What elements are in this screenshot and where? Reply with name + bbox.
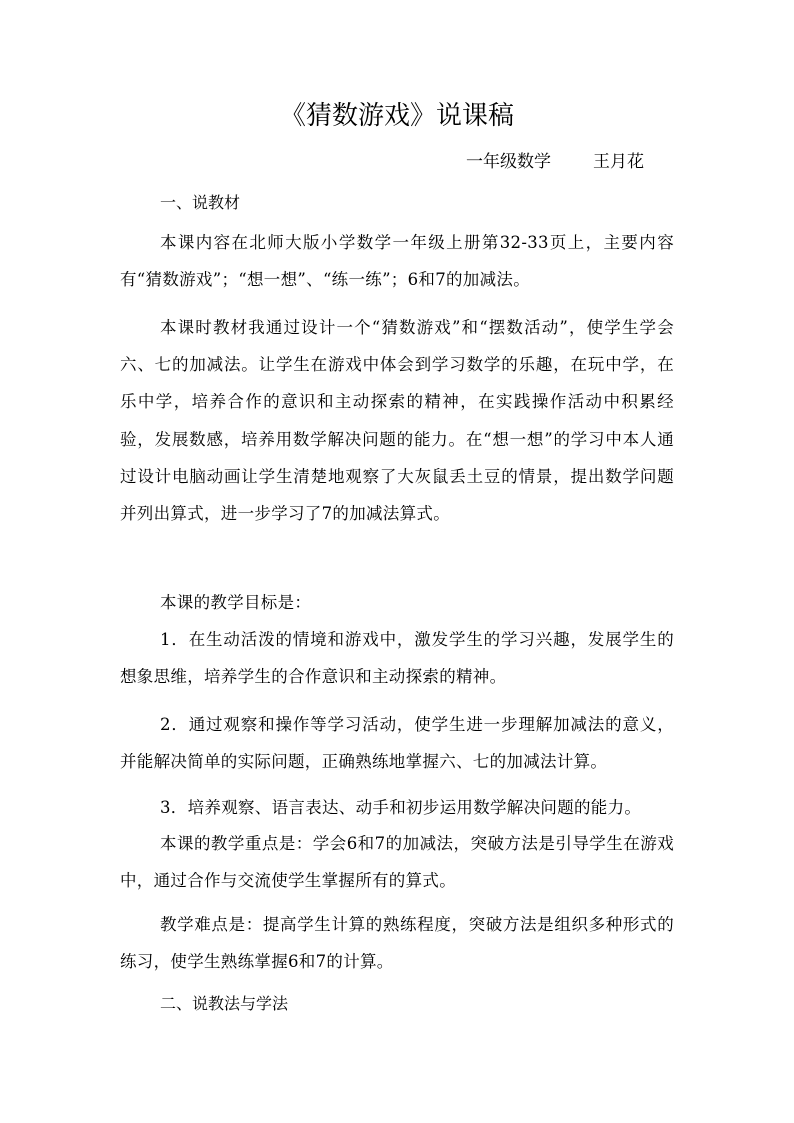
byline bbox=[466, 146, 644, 178]
section-heading-methods: 二、说教法与学法 bbox=[160, 994, 289, 1013]
author-name: 王月花 bbox=[593, 152, 644, 172]
paragraph-goal-3: 3．培养观察、语言表达、动手和初步运用数学解决问题的能力。 bbox=[160, 798, 642, 817]
section-heading-teaching-material: 一、说教材 bbox=[160, 193, 241, 212]
paragraph-goal-1: 1．在生动活泼的情境和游戏中，激发学生的学习兴趣，发展学生的想象思维，培养学生的合作意识和主动探索的精神。 bbox=[120, 630, 674, 687]
subject-label: 一年级数学 bbox=[466, 152, 551, 172]
paragraph-difficulty: 教学难点是：提高学生计算的熟练程度，突破方法是组织多种形式的练习，使学生熟练掌握6和7的计算。 bbox=[120, 915, 674, 972]
paragraph-material-design: 本课时教材我通过设计一个“猜数游戏”和“摆数活动”，使学生学会六、七的加减法。让学生在游戏中体会到学习数学的乐趣，在玩中学，在乐中学，培养合作的意识和主动探索的精神，在实践操作活动中积累经验，发展数感，培养用数学解决问题的能力。在“想一想”的学习中本人通过设计电脑动画让学生清楚地观察了大灰鼠丢土豆的情景，提出数学问题并列出算式，进一步学习了7的加减法算式。 bbox=[120, 318, 674, 524]
document-title: 《猜数游戏》说课稿 bbox=[279, 101, 514, 131]
paragraph-goals-intro: 本课的教学目标是： bbox=[160, 593, 312, 612]
paragraph-key-point: 本课的教学重点是：学会6和7的加减法，突破方法是引导学生在游戏中，通过合作与交流使学生掌握所有的算式。 bbox=[120, 834, 674, 891]
paragraph-goal-2: 2．通过观察和操作等学习活动，使学生进一步理解加减法的意义，并能解决简单的实际问题，正确熟练地掌握六、七的加减法计算。 bbox=[120, 715, 674, 772]
paragraph-content-intro: 本课内容在北师大版小学数学一年级上册第32-33页上，主要内容有“猜数游戏”；“想一想”、“练一练”；6和7的加减法。 bbox=[120, 233, 674, 290]
